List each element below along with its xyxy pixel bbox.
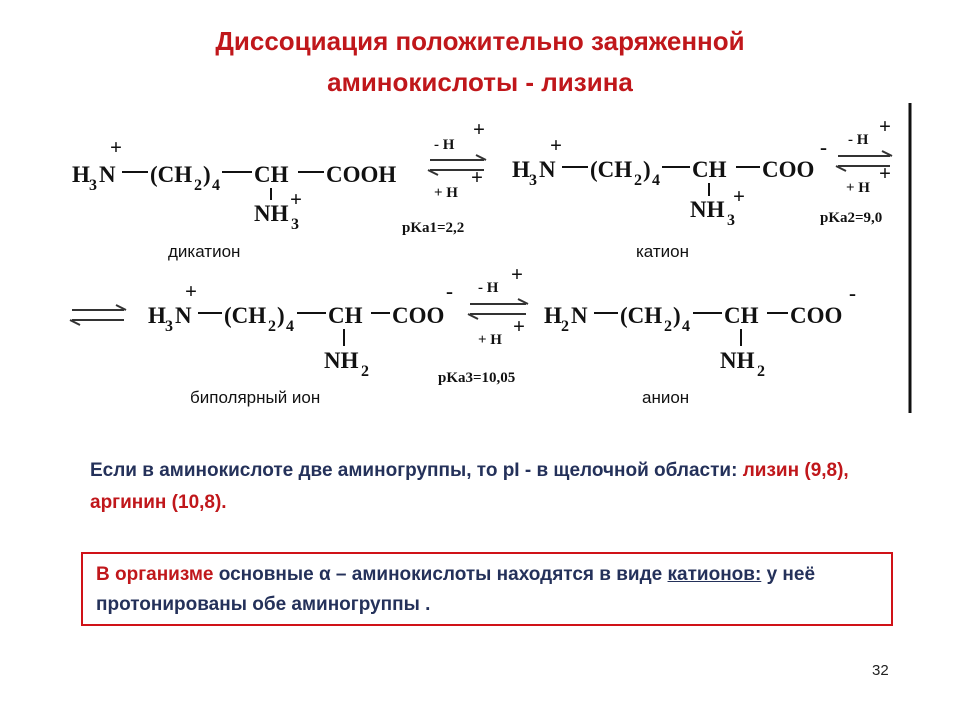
formula-text: ): [673, 303, 681, 328]
formula-text: N: [175, 303, 192, 328]
formula-subscript: 2: [361, 363, 369, 380]
info-box-end-text: у неё протонированы обе аминогруппы .: [96, 564, 816, 615]
charge-minus: -: [849, 281, 856, 305]
formula-text: H: [544, 303, 562, 328]
formula-text: (CH: [590, 157, 633, 182]
page-number: 32: [872, 662, 889, 679]
formula-subscript: 3: [291, 216, 299, 233]
formula-text: N: [99, 162, 116, 187]
formula-text: (CH: [620, 303, 663, 328]
label-anion: анион: [642, 388, 690, 407]
formula-text: CH: [254, 162, 289, 187]
formula-text: COO: [790, 303, 843, 328]
formula-text: (CH: [150, 162, 193, 187]
formula-text: N: [539, 157, 556, 182]
formula-text: (CH: [224, 303, 267, 328]
formula-subscript: 2: [194, 177, 202, 194]
formula-subscript: 2: [664, 318, 672, 335]
pka1-label: pKa1=2,2: [402, 220, 465, 236]
info-box-text: основные α – аминокислоты находятся в виде: [213, 564, 668, 585]
charge-plus: +: [511, 262, 523, 286]
charge-plus: +: [513, 314, 525, 338]
minus-h-label: - H: [848, 132, 869, 148]
info-box: [81, 552, 893, 626]
plus-h-label: + H: [846, 180, 870, 196]
formula-subscript: 2: [634, 172, 642, 189]
label-cation: катион: [636, 242, 690, 261]
cation-structure: [512, 133, 827, 261]
equilibrium-arrows-1: [402, 117, 486, 236]
pka2-label: pKa2=9,0: [820, 210, 883, 226]
pka3-label: pKa3=10,05: [438, 370, 516, 386]
formula-text: ): [203, 162, 211, 187]
formula-text: NH: [720, 348, 755, 373]
charge-minus: -: [446, 279, 453, 303]
info-box-underlined: катионов:: [667, 564, 762, 585]
formula-subscript: 4: [212, 177, 220, 194]
dication-structure: [72, 135, 396, 261]
formula-text: CH: [692, 157, 727, 182]
formula-text: COO: [762, 157, 815, 182]
info-box-red-text: В организме: [96, 564, 214, 585]
formula-text: H: [72, 162, 90, 187]
plus-h-label: + H: [478, 332, 502, 348]
label-zwitterion: биполярный ион: [190, 388, 321, 407]
slide-title-line1: Диссоциация положительно заряженной: [215, 26, 745, 56]
formula-subscript: 4: [682, 318, 690, 335]
formula-text: COO: [392, 303, 445, 328]
charge-plus: +: [473, 117, 485, 141]
formula-subscript: 4: [652, 172, 660, 189]
zwitterion-structure: [148, 279, 453, 407]
charge-plus: +: [879, 114, 891, 138]
formula-text: NH: [324, 348, 359, 373]
charge-plus: +: [290, 187, 302, 211]
plus-h-label: + H: [434, 185, 458, 201]
formula-subscript: 2: [757, 363, 765, 380]
charge-plus: +: [110, 135, 122, 159]
formula-subscript: 3: [165, 318, 173, 335]
formula-text: H: [512, 157, 530, 182]
charge-plus: +: [879, 161, 891, 185]
charge-plus: +: [185, 279, 197, 303]
formula-text: N: [571, 303, 588, 328]
pi-note-text: Если в аминокислоте две аминогруппы, то pI - в щелочной области:: [90, 460, 738, 481]
formula-subscript: 4: [286, 318, 294, 335]
formula-subscript: 3: [89, 177, 97, 194]
formula-text: CH: [724, 303, 759, 328]
formula-text: NH: [690, 197, 725, 222]
formula-text: ): [643, 157, 651, 182]
charge-plus: +: [471, 165, 483, 189]
charge-plus: +: [550, 133, 562, 157]
charge-plus: +: [733, 184, 745, 208]
anion-structure: [544, 281, 856, 407]
label-dication: дикатион: [168, 242, 241, 261]
minus-h-label: - H: [478, 280, 499, 296]
formula-text: COOH: [326, 162, 397, 187]
formula-subscript: 3: [529, 172, 537, 189]
equilibrium-arrows-2: [820, 114, 892, 226]
pi-note: [90, 455, 890, 519]
formula-text: CH: [328, 303, 363, 328]
slide-title-line2: аминокислоты - лизина: [327, 67, 633, 97]
formula-text: NH: [254, 201, 289, 226]
minus-h-label: - H: [434, 137, 455, 153]
formula-subscript: 2: [268, 318, 276, 335]
formula-subscript: 2: [561, 318, 569, 335]
formula-text: ): [277, 303, 285, 328]
formula-text: H: [148, 303, 166, 328]
equilibrium-arrows-row2-start: [70, 305, 126, 325]
charge-minus: -: [820, 135, 827, 159]
pi-note-highlight: лизин (9,8), аргинин (10,8).: [90, 460, 849, 513]
formula-subscript: 3: [727, 212, 735, 229]
